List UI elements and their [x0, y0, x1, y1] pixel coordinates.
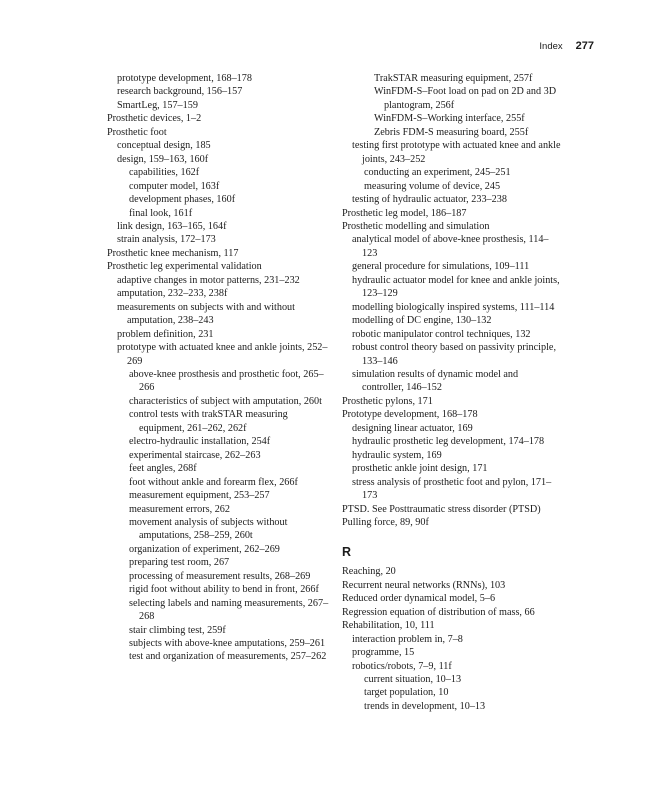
index-entry: Regression equation of distribution of mass, 66 — [342, 606, 535, 618]
index-entries-p — [342, 72, 562, 529]
index-entry: subjects with above-knee amputations, 259–261 — [129, 638, 326, 650]
index-entry: selecting labels and naming measurements, 267–268 — [129, 597, 329, 623]
section-letter-r: R — [342, 545, 352, 560]
index-entry: stair climbing test, 259f — [129, 624, 226, 636]
index-entry: SmartLeg, 157–159 — [117, 99, 198, 111]
index-entry: measurements on subjects with and without amputation, 238–243 — [117, 301, 295, 327]
page-number: 277 — [575, 40, 594, 52]
index-entry: hydraulic system, 169 — [352, 449, 442, 461]
index-entry: conducting an experiment, 245–251 — [364, 167, 511, 179]
index-entry: conceptual design, 185 — [117, 140, 211, 152]
index-entry: testing first prototype with actuated knee and ankle joints, 243–252 — [352, 140, 561, 165]
index-entry: Reduced order dynamical model, 5–6 — [342, 593, 496, 605]
index-entry: design, 159–163, 160f — [117, 153, 209, 165]
index-entry: Rehabilitation, 10, 111 — [342, 620, 435, 632]
index-entry: Prosthetic leg model, 186–187 — [342, 207, 467, 219]
index-entry: Reaching, 20 — [342, 566, 396, 578]
index-entry: control tests with trakSTAR measuring equipment, 261–262, 262f — [129, 409, 288, 434]
index-entry: Prosthetic leg experimental validation — [107, 261, 262, 273]
index-entry: interaction problem in, 7–8 — [352, 633, 463, 645]
index-entry: measuring volume of device, 245 — [364, 180, 501, 192]
index-entry: adaptive changes in motor patterns, 231–232 — [117, 274, 300, 286]
index-entry: simulation results of dynamic model and controller, 146–152 — [352, 368, 519, 394]
index-entry: analytical model of above-knee prosthesis, 114–123 — [352, 234, 549, 259]
index-entry: robotic manipulator control techniques, 132 — [352, 328, 531, 340]
index-entry: link design, 163–165, 164f — [117, 220, 227, 232]
index-entry: Prosthetic devices, 1–2 — [107, 113, 202, 125]
index-entry: Prosthetic modelling and simulation — [342, 220, 490, 232]
index-entry: computer model, 163f — [129, 180, 220, 192]
index-entry: modelling of DC engine, 130–132 — [352, 315, 492, 327]
index-entry: amputation, 232–233, 238f — [117, 288, 228, 300]
index-entry: capabilities, 162f — [129, 167, 200, 179]
index-entry: testing of hydraulic actuator, 233–238 — [352, 194, 507, 206]
index-entry: programme, 15 — [352, 647, 415, 659]
index-entry: rigid foot without ability to bend in front, 266f — [129, 584, 319, 596]
index-entries-r — [342, 565, 562, 713]
index-entry: Zebris FDM-S measuring board, 255f — [374, 126, 529, 138]
index-entry: modelling biologically inspired systems, 111–114 — [352, 301, 555, 313]
index-entry: processing of measurement results, 268–269 — [129, 570, 311, 582]
index-entry: hydraulic prosthetic leg development, 174–178 — [352, 436, 545, 448]
index-entry: TrakSTAR measuring equipment, 257f — [374, 73, 533, 84]
index-entry: feet angles, 268f — [129, 463, 197, 475]
index-entry: trends in development, 10–13 — [364, 700, 486, 712]
index-entry: robust control theory based on passivity principle, 133–146 — [352, 342, 556, 367]
index-entry: prosthetic ankle joint design, 171 — [352, 463, 488, 475]
index-entry: measurement errors, 262 — [129, 503, 230, 515]
index-entry: Prosthetic knee mechanism, 117 — [107, 247, 239, 259]
index-entry: current situation, 10–13 — [364, 674, 462, 686]
index-entry: experimental staircase, 262–263 — [129, 449, 261, 461]
index-column-left — [107, 72, 335, 664]
index-entry: research background, 156–157 — [117, 86, 243, 98]
index-entry: characteristics of subject with amputation, 260t — [129, 395, 322, 407]
index-entry: Prototype development, 168–178 — [342, 409, 478, 421]
index-entry: hydraulic actuator model for knee and ankle joints, 123–129 — [352, 274, 560, 300]
header-label: Index — [539, 41, 563, 52]
index-entry: general procedure for simulations, 109–111 — [352, 261, 530, 273]
index-entry: electro-hydraulic installation, 254f — [129, 436, 271, 448]
index-entry: development phases, 160f — [129, 194, 236, 206]
index-entry: foot without ankle and forearm flex, 266f — [129, 476, 298, 488]
index-entry: Prosthetic pylons, 171 — [342, 395, 433, 407]
index-entry: Recurrent neural networks (RNNs), 103 — [342, 579, 506, 591]
running-header — [539, 40, 594, 52]
index-entry: WinFDM-S–Foot load on pad on 2D and 3D plantogram, 256f — [374, 86, 557, 111]
index-entry: stress analysis of prosthetic foot and pylon, 171–173 — [352, 476, 552, 502]
index-entry: prototype development, 168–178 — [117, 73, 252, 84]
index-entry: WinFDM-S–Working interface, 255f — [374, 113, 525, 125]
index-entry: prototype with actuated knee and ankle joints, 252–269 — [117, 342, 328, 367]
index-entry: final look, 161f — [129, 207, 193, 219]
index-entry: strain analysis, 172–173 — [117, 234, 216, 246]
index-column-right — [342, 72, 562, 713]
index-entry: Pulling force, 89, 90f — [342, 516, 429, 528]
index-entry: organization of experiment, 262–269 — [129, 543, 280, 555]
index-entry: target population, 10 — [364, 687, 449, 699]
index-entry: preparing test room, 267 — [129, 557, 230, 569]
index-entry: designing linear actuator, 169 — [352, 422, 473, 434]
index-entry: robotics/robots, 7–9, 11f — [352, 660, 452, 672]
index-entry: test and organization of measurements, 257–262 — [129, 651, 327, 663]
index-entry: PTSD. See Posttraumatic stress disorder (PTSD) — [342, 503, 541, 515]
index-entry: Prosthetic foot — [107, 126, 167, 138]
index-entry: problem definition, 231 — [117, 328, 214, 340]
index-entry: measurement equipment, 253–257 — [129, 490, 270, 502]
index-entry: above-knee prosthesis and prosthetic foot, 265–266 — [129, 368, 324, 394]
index-entry: movement analysis of subjects without amputations, 258–259, 260t — [129, 516, 288, 542]
